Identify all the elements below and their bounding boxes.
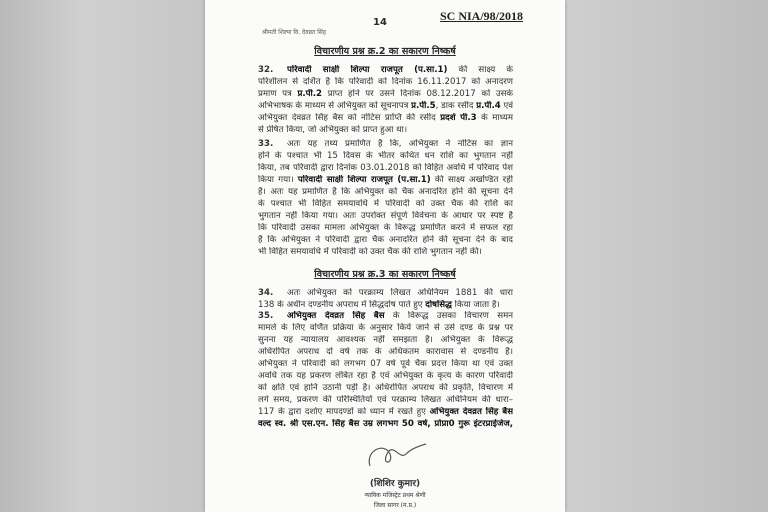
text-line — [258, 199, 513, 210]
bold-text: परिवादी साक्षी शिल्पा राजपूत (प.सा.1) — [297, 175, 431, 185]
text-segment: किया गया। — [258, 175, 298, 185]
text-line — [287, 311, 513, 322]
text-segment: 117 के द्वारा दर्शाए मापदण्डों को ध्यान में रखते हुए — [258, 407, 430, 417]
text-segment: परिशीलन से दर्शित है कि परिवादी को दिनांक 16.11.2017 को अनादरण — [258, 77, 513, 87]
text-segment: भुगतान नहीं किया गया। अतः उपरोक्त संपूर्ण विवेचना के आधार पर स्पष्ट है — [258, 211, 513, 221]
text-line — [258, 247, 513, 258]
text-line — [258, 300, 513, 311]
bold-text: प्र.पी.5 — [411, 101, 436, 111]
text-segment: के माध्यम — [476, 113, 513, 123]
text-line — [258, 371, 513, 382]
text-segment: मामले के लिए वर्णित प्रक्रिया के अनुसार किये जाने से उसे दण्ड के प्रश्न पर — [258, 323, 513, 333]
text-segment: अवधि तक यह प्रकरण लंबित रहा है एवं अभियुक्त के कृत्य के कारण परिवादी — [258, 371, 513, 381]
text-segment: 138 के अधीन दण्डनीय अपराध में सिद्धदोष पाते हुए — [258, 300, 426, 310]
text-line — [258, 383, 513, 394]
text-line — [258, 223, 513, 234]
text-line — [258, 347, 513, 358]
page-number: 14 — [373, 17, 387, 28]
text-segment: के विरूद्ध उसका विचारण समन — [384, 311, 513, 321]
text-line — [258, 77, 513, 88]
text-segment: है कि अभियुक्त ने परिवादी द्वारा चैक अनादरित होने की सूचना देने के बाद — [258, 235, 513, 245]
text-segment: अधिरोपित अपराध दो वर्ष तक के अधिकतम कारावास से दण्डनीय है। — [258, 347, 513, 357]
signatory-name: (शिशिर कुमार) — [369, 479, 421, 489]
bold-text: परिवादी साक्षी शिल्पा राजपूत (प.सा.1) — [287, 65, 448, 75]
text-line — [258, 419, 513, 430]
text-line — [258, 187, 513, 198]
bold-text: अभियुक्त देवव्रत सिंह बैस — [287, 311, 385, 321]
section-heading-2: विचारणीय प्रश्न क्र.2 का सकारण निष्कर्ष — [314, 46, 456, 57]
text-line — [258, 211, 513, 222]
paragraph-number: 32. — [258, 65, 274, 75]
signatory-designation: न्यायिक मजिस्ट्रेट प्रथम श्रेणी — [364, 492, 426, 499]
text-line — [258, 163, 513, 174]
paragraph-number: 34. — [258, 288, 274, 298]
text-segment: किया जाता है। — [451, 300, 500, 310]
text-segment: अभियुक्त ने परिवादी को लगभग 07 वर्ष पूर्व चैक प्रदत्त किया था एवं उक्त — [258, 359, 513, 369]
text-segment: से प्रेषित किया, जो अभियुक्त को प्राप्त हुआ था। — [258, 125, 408, 135]
text-line — [258, 395, 513, 406]
text-line — [258, 359, 513, 370]
text-segment: अतः अभियुक्त को परक्राम्य लिखत अधिनियम 1881 की धारा — [287, 288, 513, 298]
text-segment: अभियुक्त देवव्रत सिंह बैस को नोटिस प्राप्ति की रसीद — [258, 113, 441, 123]
text-segment: होने के पश्चात भी 15 दिवस के भीतर कथित धन राशि का भुगतान नहीं — [258, 151, 513, 161]
text-line — [287, 139, 513, 150]
party-names: श्रीमती शिल्पा वि. देवव्रत सिंह — [262, 29, 327, 36]
paragraph-number: 35. — [258, 311, 274, 321]
text-segment: , डाक रसीद — [435, 101, 477, 111]
signatory-place: जिला सागर (म.प्र.) — [373, 502, 417, 509]
text-line — [258, 235, 513, 246]
document-page — [205, 0, 565, 512]
text-segment: अभिभाषक के माध्यम से अभियुक्त को सूचनापत्र — [258, 101, 412, 111]
text-segment: के पश्चात भी विहित समयावधि में परिवादी को उक्त चैक की राशि का — [258, 199, 513, 209]
blurred-background-right — [565, 0, 768, 512]
bold-text: प्र.पी.2 — [297, 89, 322, 99]
paragraph-number: 33. — [258, 139, 274, 149]
bold-text: अभियुक्त देवव्रत सिंह बैस — [429, 407, 513, 417]
text-line — [287, 288, 513, 299]
text-segment: की साक्ष्य अखण्डित रही — [430, 175, 513, 185]
text-segment: अतः यह तथ्य प्रमाणित है कि, अभियुक्त ने नोटिस का ज्ञान — [287, 139, 513, 149]
bold-text: वल्द स्व. श्री एस.एन. सिंह बैस उम्र लगभग 50 वर्ष, प्रोप्रा0 गुरू इंटरप्राईजेज, — [258, 419, 513, 429]
text-line — [258, 113, 513, 124]
text-segment: प्रमाण पत्र — [258, 89, 298, 99]
case-number: SC NIA/98/2018 — [440, 9, 524, 23]
signature-block — [335, 440, 455, 509]
text-line — [258, 101, 513, 112]
text-line — [258, 323, 513, 334]
text-segment: भी विहित समयावधि में परिवादी को उक्त चैक की राशि भुगतान नहीं की। — [258, 247, 482, 257]
text-segment: की साक्ष्य के — [447, 65, 513, 75]
bold-text: प्रदर्श पी.3 — [440, 113, 477, 123]
text-segment: लगे समय, प्रकरण की परिस्थितियों एवं परक्राम्य लिखत अधिनियम की धारा– — [258, 395, 513, 405]
text-segment: है। अतः यह प्रमाणित है कि अभियुक्त को चैक अनादरित होने की सूचना देने — [258, 187, 513, 197]
text-line — [258, 151, 513, 162]
text-line — [258, 407, 513, 418]
text-line — [258, 125, 513, 136]
text-line — [258, 335, 513, 346]
bold-text: दोषसिद्ध — [425, 300, 452, 310]
text-segment: किया, तब परिवादी द्वारा दिनांक 03.01.2018 को विहित अवधि में परिवाद पेश — [258, 163, 513, 173]
handwritten-signature — [360, 440, 430, 470]
bold-text: प्र.पी.4 — [476, 101, 501, 111]
text-line — [287, 65, 513, 76]
blurred-background-left — [0, 0, 205, 512]
text-segment: प्राप्त होने पर उसने दिनांक 08.12.2017 को उसके — [322, 89, 513, 99]
text-segment: सुनना यह न्यायालय आवश्यक नहीं समझता है। अभियुक्त के विरूद्ध — [258, 335, 513, 345]
text-segment: एवं — [500, 101, 513, 111]
text-segment: को क्षति एवं हानि उठानी पड़ी है। अधिरोपित अपराध की प्रकृति, विचारण में — [258, 383, 513, 393]
text-line — [258, 89, 513, 100]
text-line — [258, 175, 513, 186]
section-heading-3: विचारणीय प्रश्न क्र.3 का सकारण निष्कर्ष — [314, 269, 456, 280]
text-segment: कि परिवादी उसका मामला अभियुक्त के विरूद्ध प्रमाणित करने में सफल रहा — [258, 223, 513, 233]
